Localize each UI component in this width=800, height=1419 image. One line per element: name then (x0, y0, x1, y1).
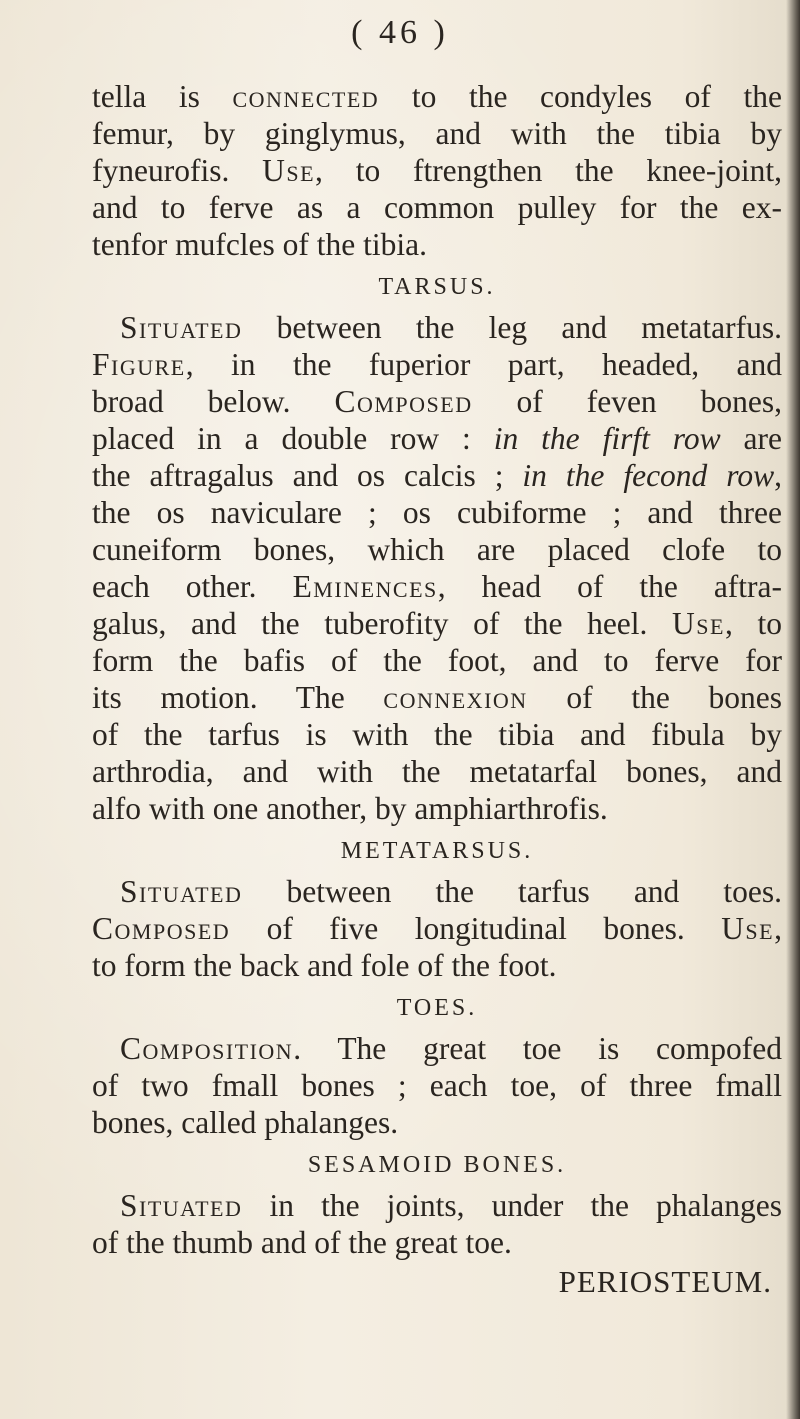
text-line: Composition. The great toe is compofed (120, 1031, 782, 1066)
text-line: to form the back and fole of the foot. (92, 948, 557, 983)
text-line: cuneiform bones, which are placed clofe to (92, 532, 782, 567)
text-line: alfo with one another, by amphiarthrofis. (92, 791, 608, 826)
page-edge-shadow (786, 0, 800, 1419)
catchword: PERIOSTEUM. (558, 1264, 772, 1299)
section-heading-tarsus: TARSUS. (378, 274, 496, 300)
text-line: Figure, in the fuperior part, headed, and (92, 347, 782, 382)
text-line: the aftragalus and os calcis ; in the fecond row, (92, 458, 782, 493)
text-line: Situated between the tarfus and toes. (120, 874, 782, 909)
text-line: broad below. Composed of feven bones, (92, 384, 782, 419)
page-number: ( 46 ) (351, 14, 449, 51)
text-line: tenfor mufcles of the tibia. (92, 227, 428, 262)
section-heading-metatarsus: METATARSUS. (340, 838, 534, 864)
text-line: and to ferve as a common pulley for the ex- (92, 190, 782, 225)
text-line: the os naviculare ; os cubiforme ; and three (92, 495, 782, 530)
text-line: each other. Eminences, head of the aftra- (92, 569, 782, 604)
text-line: placed in a double row : in the firft row are (92, 421, 783, 456)
text-line: tella is connected to the condyles of the (92, 79, 782, 114)
text-line: form the bafis of the foot, and to ferve for (92, 643, 782, 678)
text-line: its motion. The connexion of the bones (92, 680, 782, 715)
body-text (92, 78, 782, 1300)
text-line: fyneurofis. Use, to ftrengthen the knee-joint, (92, 153, 782, 188)
text-line: of the thumb and of the great toe. (92, 1225, 512, 1260)
section-heading-toes: TOES. (396, 995, 478, 1021)
text-line: galus, and the tuberofity of the heel. Use, to (92, 606, 782, 641)
text-line: Composed of five longitudinal bones. Use, (92, 911, 782, 946)
text-line: Situated between the leg and metatarfus. (120, 310, 782, 345)
text-line: femur, by ginglymus, and with the tibia by (92, 116, 782, 151)
text-line: Situated in the joints, under the phalanges (120, 1188, 782, 1223)
text-line: of two fmall bones ; each toe, of three fmall (92, 1068, 782, 1103)
section-heading-sesamoid: SESAMOID BONES. (307, 1152, 567, 1178)
text-line: arthrodia, and with the metatarfal bones, and (92, 754, 782, 789)
text-line: of the tarfus is with the tibia and fibula by (92, 717, 782, 752)
text-line: bones, called phalanges. (92, 1105, 399, 1140)
